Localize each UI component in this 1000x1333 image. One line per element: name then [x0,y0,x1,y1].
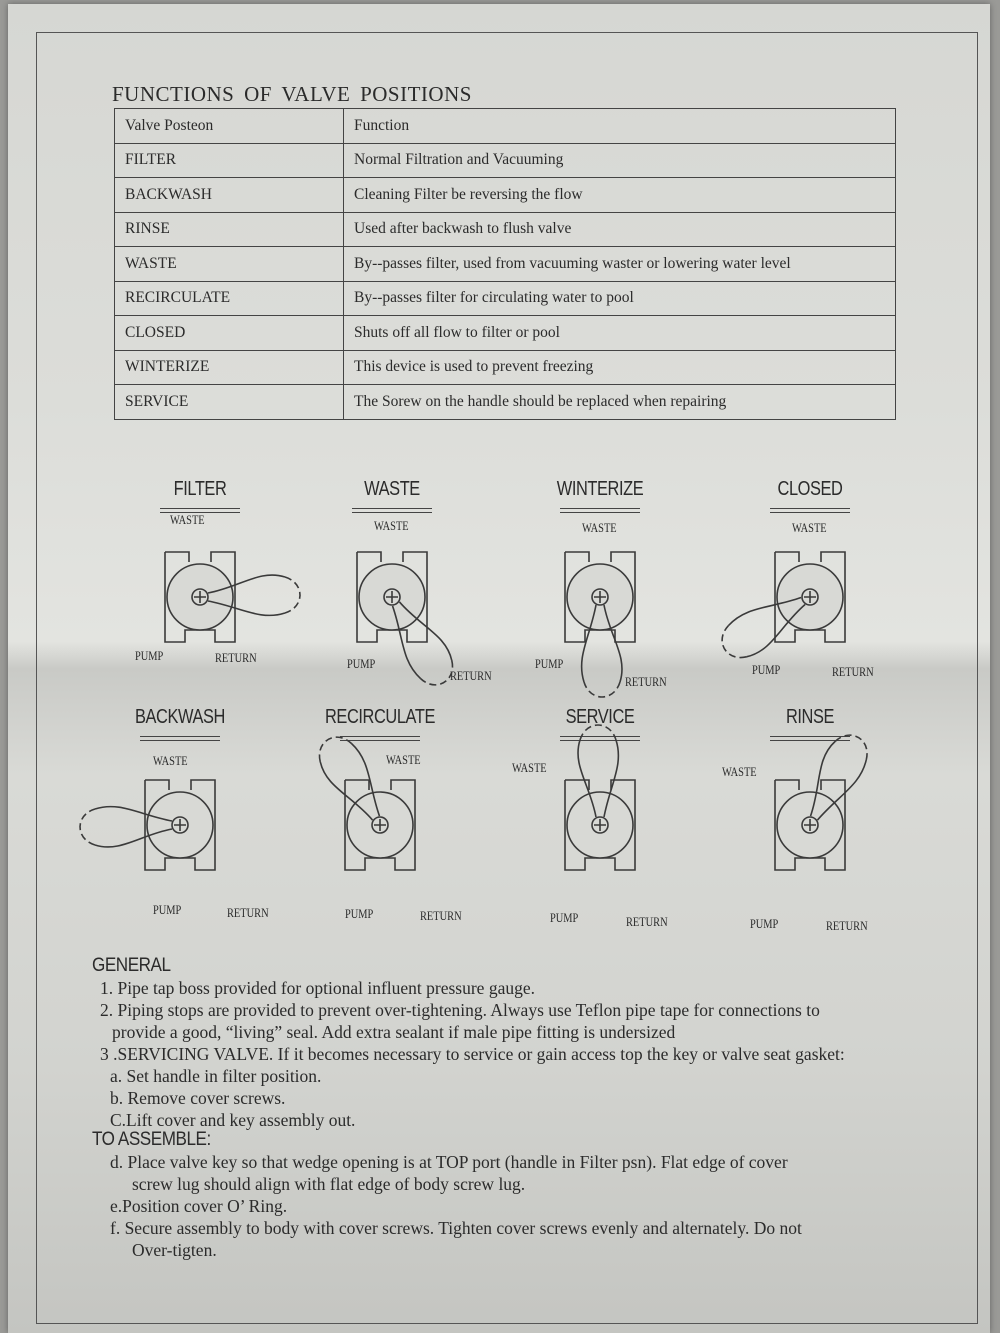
table-row [115,247,896,282]
general-section [92,955,922,1261]
valve-position-cell: BACKWASH [115,178,344,213]
table-row [115,385,896,420]
general-line-2: 2. Piping stops are provided to prevent over-tightening. Always use Teflon pipe tape for connections to [100,1000,820,1020]
valve-position-cell: RECIRCULATE [115,281,344,316]
general-line-3: provide a good, “living” seal. Add extra sealant if male pipe fitting is undersized [112,1022,676,1042]
function-cell: Used after backwash to flush valve [344,212,896,247]
valve-positions-table [114,108,896,420]
function-cell: This device is used to prevent freezing [344,350,896,385]
assemble-heading: TO ASSEMBLE: [92,1129,211,1150]
return-port-label: RETURN [826,918,868,933]
valve-position-cell: WINTERIZE [115,350,344,385]
diagram-title: FILTER [173,478,227,500]
table-row [115,350,896,385]
pump-port-label: PUMP [752,662,781,677]
valve-position-cell: SERVICE [115,385,344,420]
valve-drawing [700,472,920,702]
general-line-10: screw lug should align with flat edge of body screw lug. [132,1174,526,1194]
table-header-row [115,109,896,144]
valve-drawing [700,700,920,930]
table-row [115,143,896,178]
page-title: FUNCTIONS OF VALVE POSITIONS [112,82,472,106]
function-cell: Cleaning Filter be reversing the flow [344,178,896,213]
diagram-rinse [700,700,920,933]
valve-position-cell: RINSE [115,212,344,247]
pump-port-label: PUMP [347,656,376,671]
waste-port-label: WASTE [170,512,205,527]
general-line-6: b. Remove cover screws. [110,1088,286,1108]
pump-port-label: PUMP [345,906,374,921]
diagram-closed [700,472,920,702]
return-port-label: RETURN [626,914,668,929]
diagram-title: WASTE [364,478,420,500]
function-cell: Normal Filtration and Vacuuming [344,143,896,178]
waste-port-label: WASTE [512,760,547,775]
waste-port-label: WASTE [374,518,409,533]
diagram-service [490,700,710,930]
waste-port-label: WASTE [582,520,617,535]
return-port-label: RETURN [832,664,874,679]
valve-drawing [270,700,490,930]
general-line-13: Over-tigten. [132,1240,217,1260]
diagram-title: BACKWASH [135,706,225,728]
diagram-title: SERVICE [565,706,635,728]
general-line-12: f. Secure assembly to body with cover screws. Tighten cover screws evenly and alternately. Do not [110,1218,802,1238]
valve-position-cell: FILTER [115,143,344,178]
table-row [115,281,896,316]
valve-position-cell: CLOSED [115,316,344,351]
valve-drawing [490,700,710,930]
waste-port-label: WASTE [722,764,757,779]
waste-port-label: WASTE [153,753,188,768]
diagram-title: RINSE [785,706,835,728]
diagram-title: CLOSED [777,478,843,500]
return-port-label: RETURN [450,668,492,683]
pump-port-label: PUMP [535,656,564,671]
function-cell: By--passes filter, used from vacuuming waster or lowering water level [344,247,896,282]
table-row [115,316,896,351]
general-line-4: 3 .SERVICING VALVE. If it becomes necessary to service or gain access top the key or valve seat gasket: [100,1044,845,1064]
valve-position-cell: Valve Posteon [115,109,344,144]
pump-port-label: PUMP [153,902,182,917]
waste-port-label: WASTE [386,752,421,767]
diagram-title: WINTERIZE [556,478,644,500]
return-port-label: RETURN [625,674,667,689]
waste-port-label: WASTE [792,520,827,535]
general-line-5: a. Set handle in filter position. [110,1066,322,1086]
function-cell: Function [344,109,896,144]
table-row [115,212,896,247]
general-line-9: d. Place valve key so that wedge opening is at TOP port (handle in Filter psn). Flat edge of cover [110,1152,788,1172]
valve-drawing [490,472,710,702]
valve-drawing [70,700,290,930]
general-line-1: 1. Pipe tap boss provided for optional influent pressure gauge. [100,978,535,998]
general-heading: GENERAL [92,955,171,976]
general-line-11: e.Position cover O’ Ring. [110,1196,288,1216]
diagram-backwash [70,700,290,930]
return-port-label: RETURN [215,650,257,665]
return-port-label: RETURN [420,908,462,923]
table-row [115,178,896,213]
general-line-7: C.Lift cover and key assembly out. [110,1110,356,1130]
valve-drawing [282,472,502,702]
diagram-recirculate [270,700,490,930]
function-cell: Shuts off all flow to filter or pool [344,316,896,351]
pump-port-label: PUMP [750,916,779,931]
valve-position-cell: WASTE [115,247,344,282]
pump-port-label: PUMP [135,648,164,663]
function-cell: The Sorew on the handle should be replaced when repairing [344,385,896,420]
diagram-title: RECIRCULATE [324,706,436,728]
diagram-waste [282,472,502,702]
function-cell: By--passes filter for circulating water to pool [344,281,896,316]
return-port-label: RETURN [227,905,269,920]
diagram-filter [90,472,310,702]
diagram-winterize [490,472,710,702]
pump-port-label: PUMP [550,910,579,925]
valve-drawing [90,472,310,702]
